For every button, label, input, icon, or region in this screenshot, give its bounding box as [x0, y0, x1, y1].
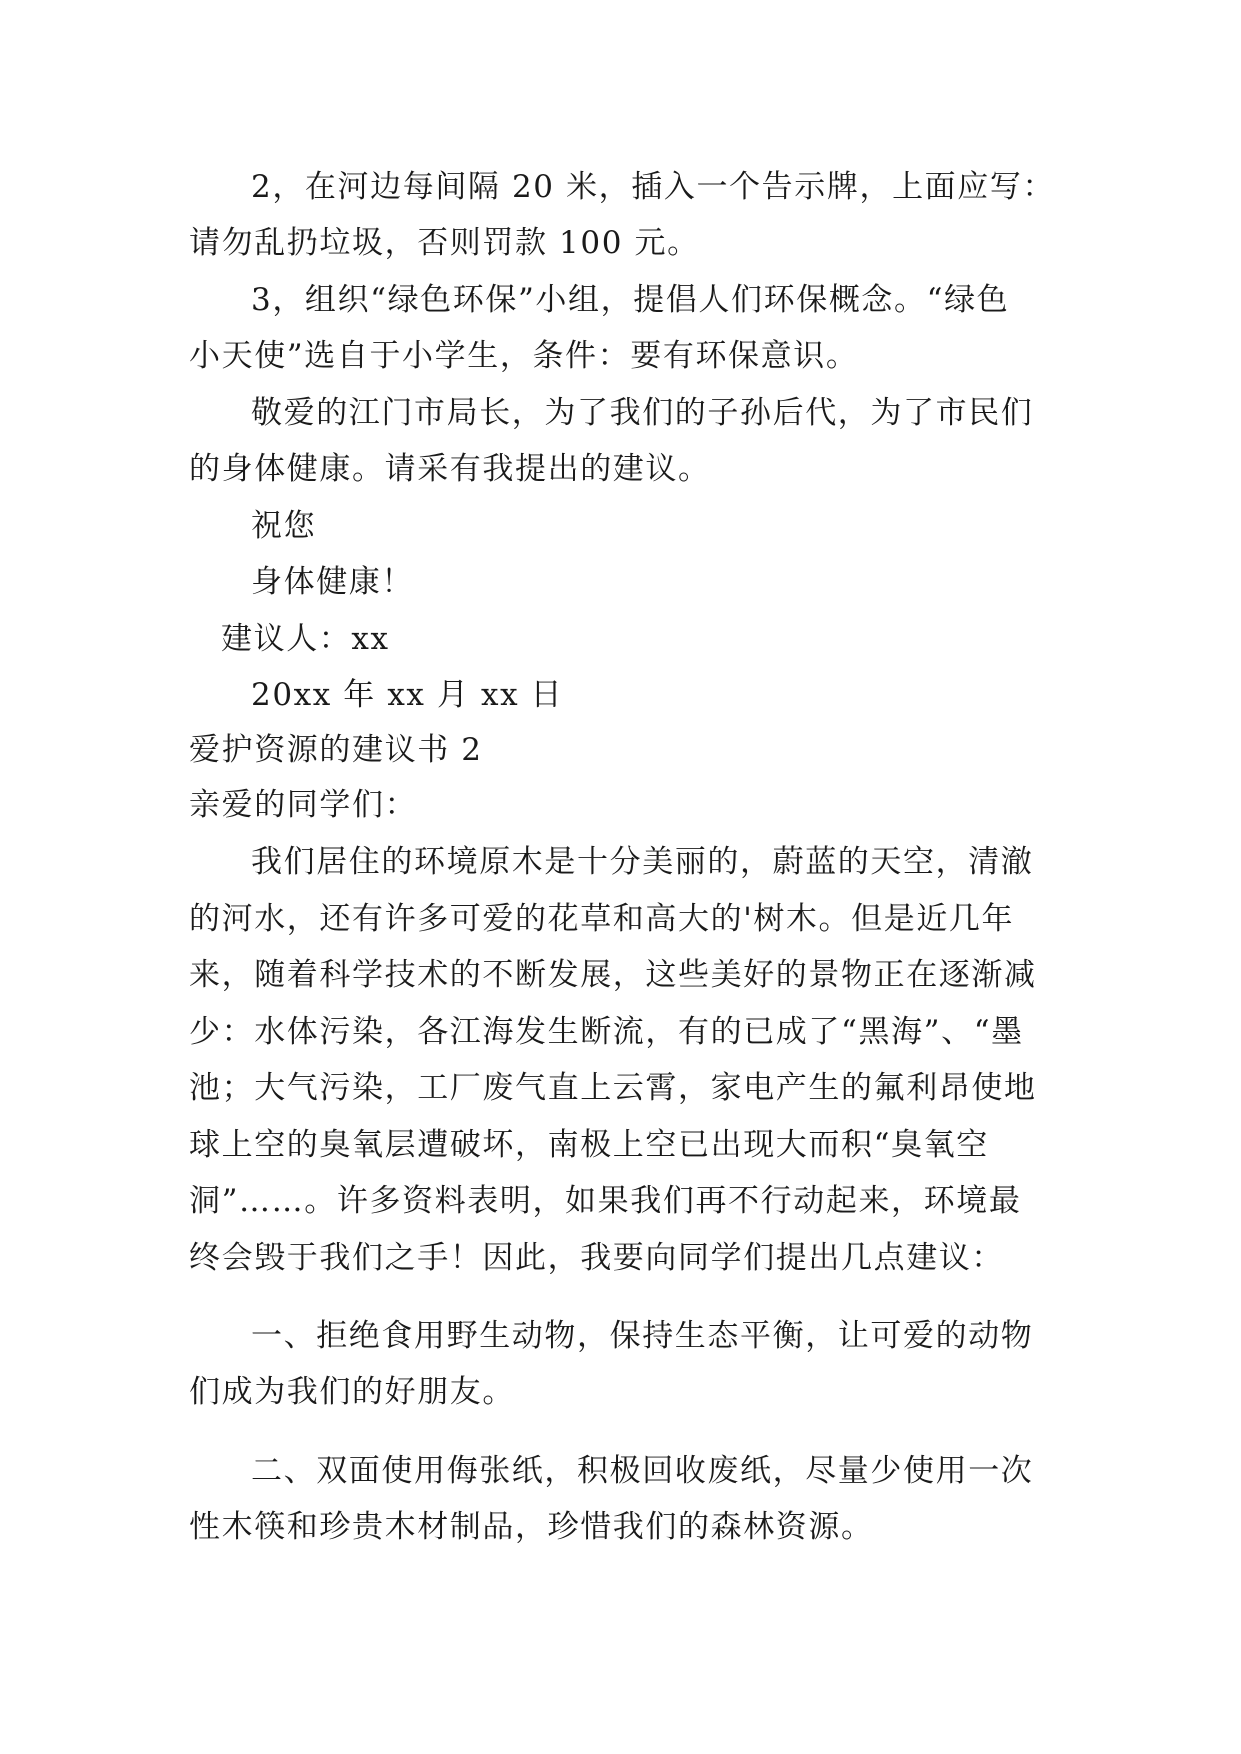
closing-line: 身体健康！ — [251, 564, 414, 600]
paragraph-line: 洞”……。许多资料表明，如果我们再不行动起来，环境最 — [189, 1183, 1022, 1219]
paragraph-line: 2，在河边每间隔 20 米，插入一个告示牌，上面应写： — [251, 169, 1056, 205]
paragraph-line: 的河水，还有许多可爱的花草和高大的'树木。但是近几年 — [189, 901, 1015, 937]
paragraph-line: 的身体健康。请采有我提出的建议。 — [189, 451, 711, 487]
paragraph-line: 池；大气污染，工厂废气直上云霄，家电产生的氟利昂使地 — [189, 1070, 1037, 1106]
salutation: 亲爱的同学们： — [189, 787, 418, 823]
paragraph-line: 来，随着科学技术的不断发展，这些美好的景物正在逐渐减 — [189, 957, 1037, 993]
paragraph-line: 一、拒绝食用野生动物，保持生态平衡，让可爱的动物 — [251, 1318, 1034, 1354]
paragraph-line: 二、双面使用侮张纸，积极回收废纸，尽量少使用一次 — [251, 1453, 1034, 1489]
paragraph-line: 3，组织“绿色环保”小组，提倡人们环保概念。“绿色 — [251, 282, 1010, 318]
date-line: 20xx 年 xx 月 xx 日 — [251, 677, 564, 713]
paragraph-line: 小天使”选自于小学生，条件：要有环保意识。 — [189, 338, 859, 374]
paragraph-line: 们成为我们的好朋友。 — [189, 1374, 515, 1410]
paragraph-line: 请勿乱扔垃圾，否则罚款 100 元。 — [189, 225, 700, 261]
paragraph-line: 敬爱的江门市局长，为了我们的子孙后代，为了市民们 — [251, 395, 1034, 431]
paragraph-line: 我们居住的环境原木是十分美丽的，蔚蓝的天空，清澈 — [251, 844, 1034, 880]
closing-line: 祝您 — [251, 508, 317, 544]
section-title: 爱护资源的建议书 2 — [189, 732, 483, 768]
signature-line: 建议人：xx — [221, 621, 390, 657]
paragraph-line: 球上空的臭氧层遭破坏，南极上空已出现大而积“臭氧空 — [189, 1127, 989, 1163]
paragraph-line: 性木筷和珍贵木材制品，珍惜我们的森林资源。 — [189, 1509, 874, 1545]
paragraph-line: 少：水体污染，各江海发生断流，有的已成了“黑海”、“墨 — [189, 1014, 1024, 1050]
paragraph-line: 终会毁于我们之手！因此，我要向同学们提出几点建议： — [189, 1240, 1004, 1276]
